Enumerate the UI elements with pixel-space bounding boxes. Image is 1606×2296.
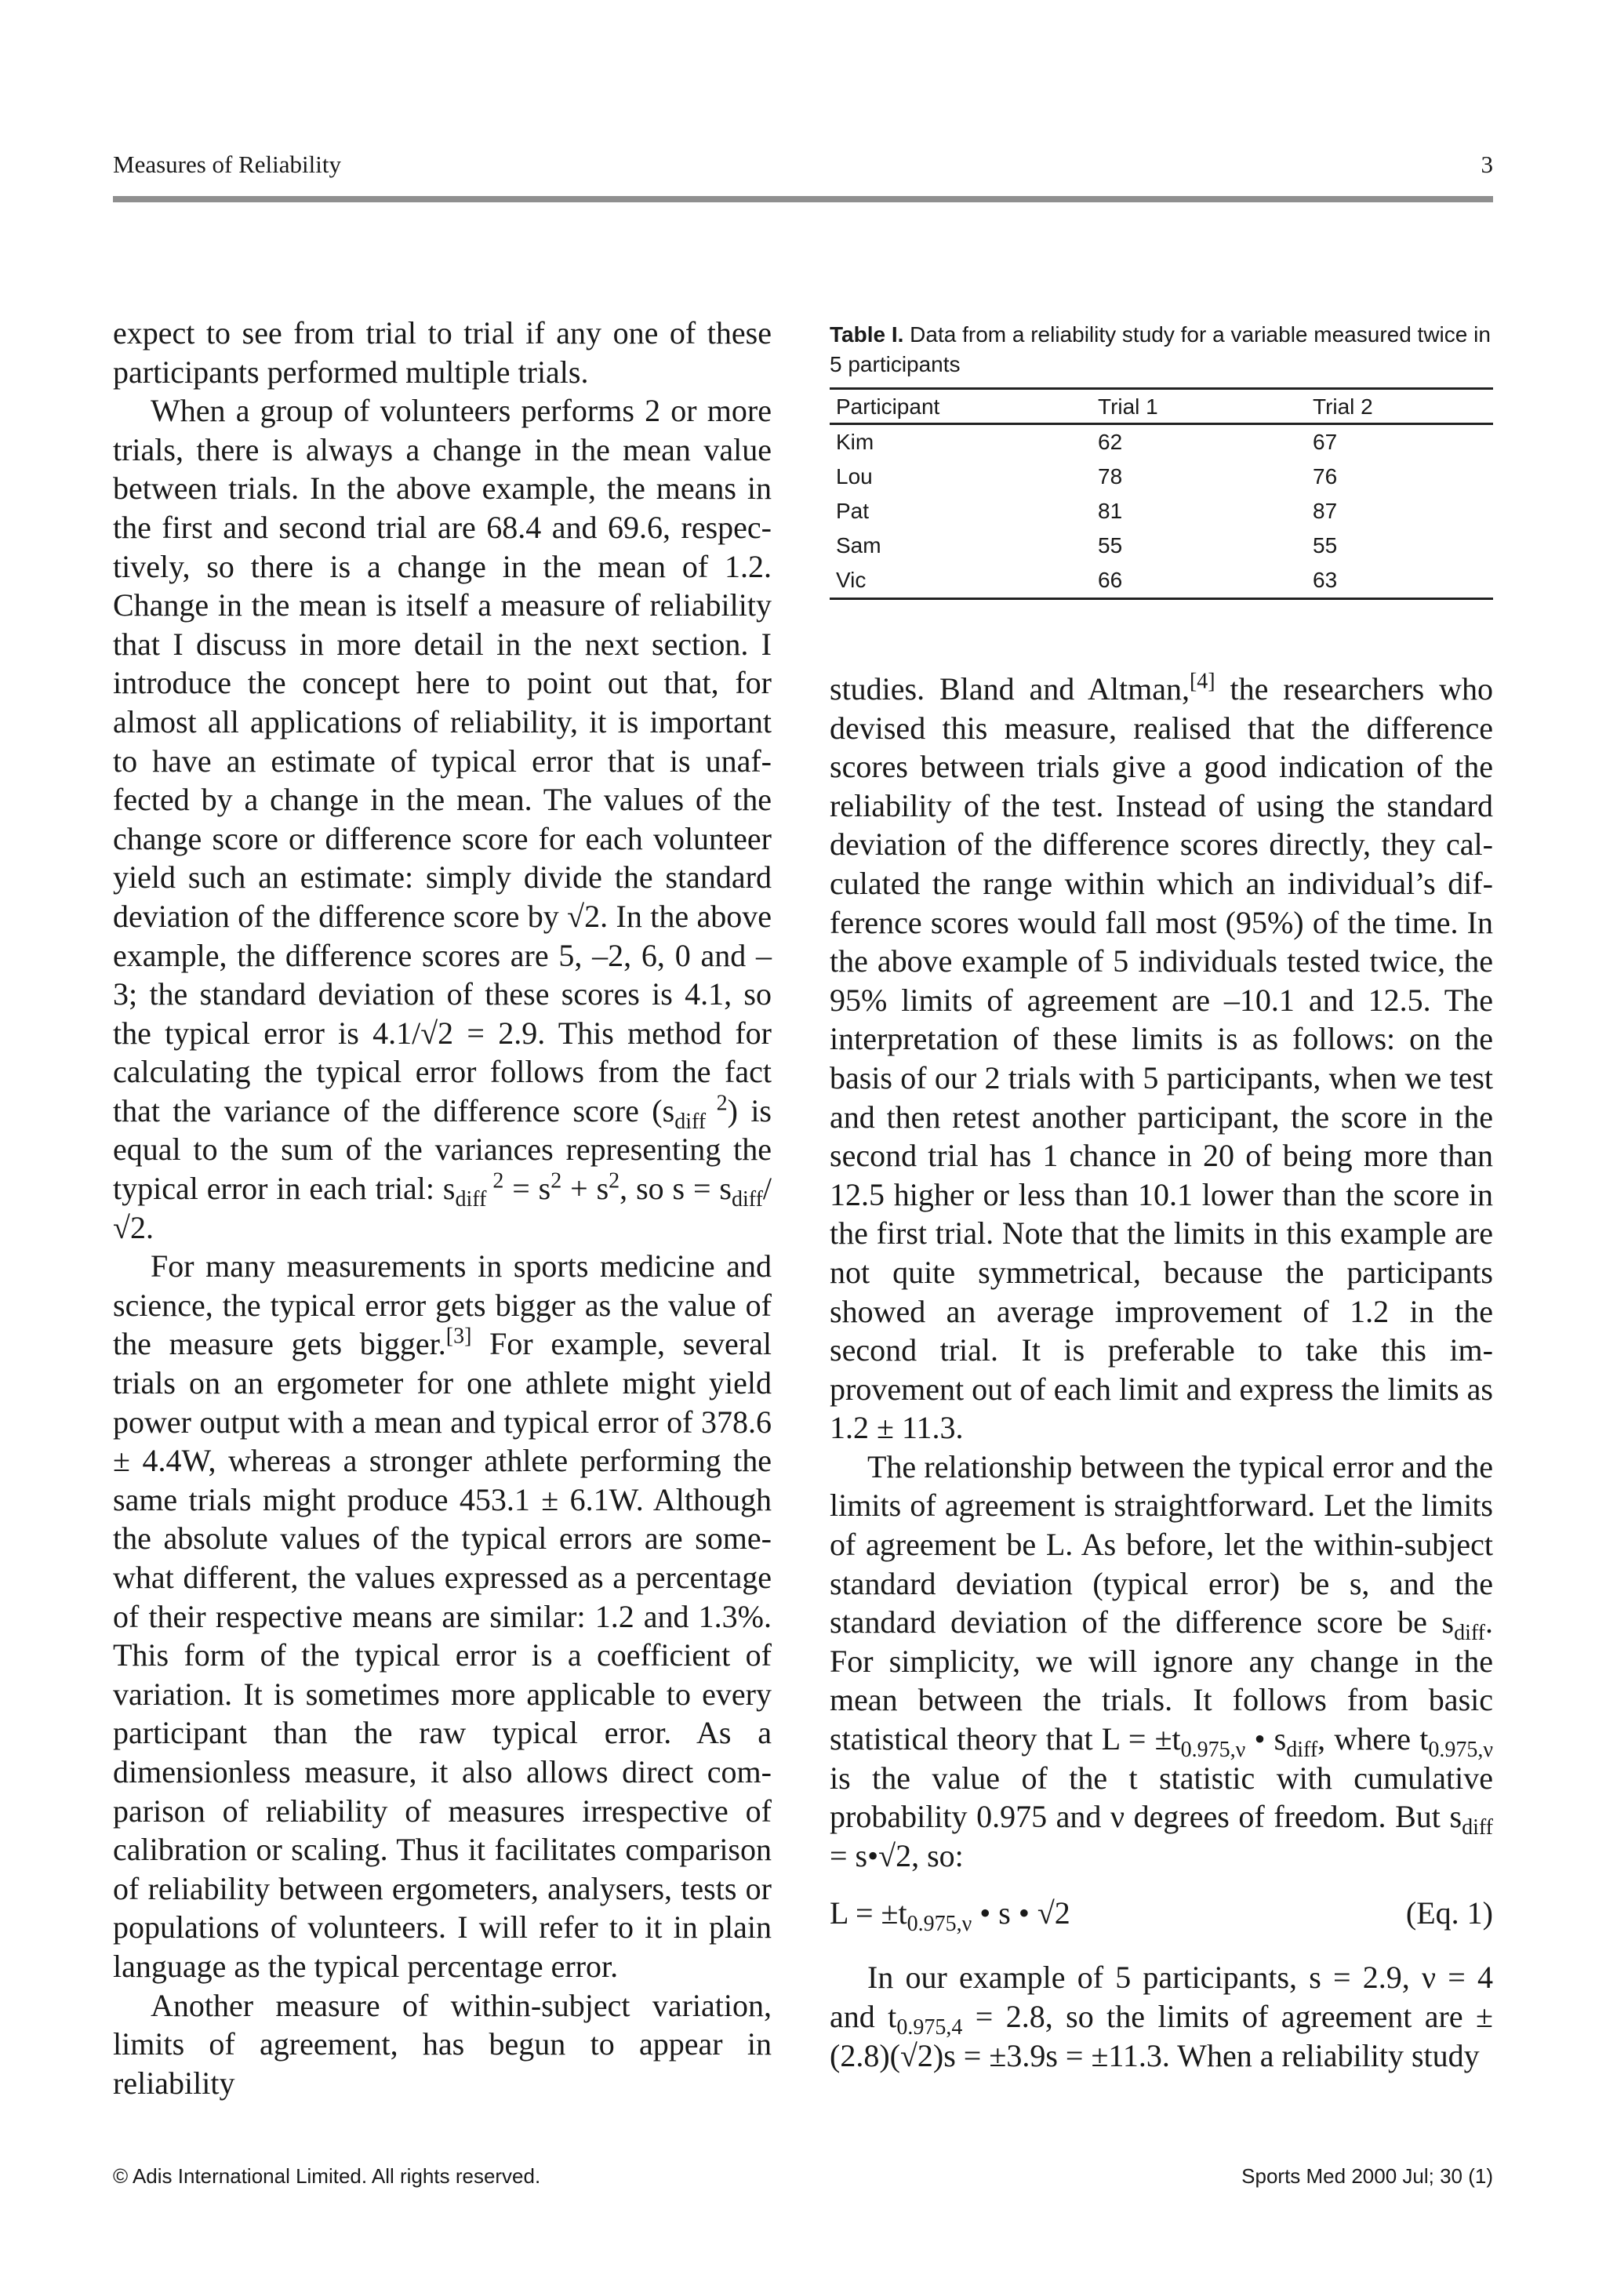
table-cell: Sam [836, 533, 881, 558]
table-row [830, 529, 1493, 563]
paragraph: expect to see from trial to trial if any one of these participants performed multiple trials. [113, 315, 772, 390]
table-header-row [830, 389, 1493, 424]
table-cell: 55 [1313, 533, 1338, 558]
page-header [113, 151, 1493, 198]
paragraph: For many measurements in sports medicine and science, the typical error gets bigger as the value of the measure gets bigger.[3] For example, several trials on an ergometer for one athlete might yield power output with a mean and typical error of 378.6 ± 4.4W, whereas a stronger athlete performing the same trials might produce 453.1 ± 6.1W. Although the absolute values of the typical errors are somewhat different, the values expressed as a percentage of their respective means are similar: 1.2 and 1.3%. This form of the typical error is a coefficient of variation. It is sometimes more applicable to every participant than the raw typical error. As a dimensionless measure, it also allows direct comparison of reliability of measures irrespective of calibration or scaling. Thus it facilitates comparison of reliability between ergometers, analysers, tests or populations of volunteers. I will refer to it in plain language as the typical percentage error. [113, 1248, 772, 1984]
equation-1 [830, 1894, 1493, 1937]
left-column [113, 314, 772, 2102]
table-cell: 81 [1098, 499, 1123, 523]
citation-ref[interactable]: [3] [445, 1324, 472, 1350]
table-cell: 76 [1313, 464, 1338, 489]
paragraph: The relationship between the typical error and the limits of agreement is straightforward. Let the limits of agreement be L. As before, let the within-subject standard deviation (typical error) be s, and the standard deviation of the difference score be $s_{diff}$. For simplicity, we will ignore any change in the mean between the trials. It follows from basic statistical theory that $L = \pm t_{0.975,\nu}$ • $s_{diff}$, where $t_{0.975,\nu}$ is the value of the t statistic with cumulative probability 0.975 and ν degrees of freedom. But $s_{diff}$ = s•√2, so: [830, 1448, 1493, 1873]
table-row [830, 563, 1493, 599]
column-header: Participant [830, 389, 1092, 424]
column-header: Trial 2 [1306, 389, 1493, 424]
copyright-notice: © Adis International Limited. All rights reserved. [113, 2164, 541, 2188]
table-row [830, 494, 1493, 529]
journal-citation: Sports Med 2000 Jul; 30 (1) [1241, 2164, 1493, 2188]
table-cell: 67 [1313, 430, 1338, 454]
table-row [830, 424, 1493, 460]
paragraph: In our example of 5 participants, s = 2.9, ν = 4 and $t_{0.975,4} = 2.8$, so the limits of agreement are ±(2.8)(√2)s = ±3.9s = ±11.3. When a reliability study [830, 1960, 1493, 2073]
table-cell: 78 [1098, 464, 1123, 489]
table-row [830, 460, 1493, 494]
table-caption: Table I. Data from a reliability study for a variable measured twice in 5 participants [830, 322, 1491, 376]
data-table-block [830, 320, 1493, 600]
table-cell: 66 [1092, 563, 1306, 599]
right-column [830, 670, 1493, 2075]
running-title: Measures of Reliability [113, 151, 341, 178]
table-cell: 55 [1098, 533, 1123, 558]
table-cell: 63 [1306, 563, 1493, 599]
table-cell: 87 [1313, 499, 1338, 523]
column-header: Trial 1 [1092, 389, 1306, 424]
paragraph: Another measure of within-subject variation, limits of agreement, has begun to appear in reliability [113, 1987, 772, 2101]
table-cell: 62 [1098, 430, 1123, 454]
table-cell: Pat [836, 499, 870, 523]
header-rule [113, 196, 1493, 202]
reliability-table [830, 387, 1493, 600]
table-cell: Vic [830, 563, 1092, 599]
table-cell: Lou [836, 464, 873, 489]
table-cell: Kim [836, 430, 874, 454]
equation-label: (Eq. 1) [1405, 1895, 1493, 1931]
paragraph: When a group of volunteers performs 2 or more trials, there is always a change in the mean value between trials. In the above example, the means in the first and second trial are 68.4 and 69.6, respectively, so there is a change in the mean of 1.2. Change in the mean is itself a measure of reliability that I discuss in more detail in the next section. I introduce the concept here to point out that, for almost all applications of reliability, it is important to have an estimate of typical error that is unaffected by a change in the mean. The values of the change score or difference score for each volunteer yield such an estimate: simply divide the standard deviation of the difference score by √2. In the above example, the difference scores are 5, –2, 6, 0 and –3; the standard deviation of these scores is 4.1, so the typical error is 4.1/√2 = 2.9. This method for calculating the typical error follows from the fact that the variance of the difference score ($s_{diff}$ $^2$) is equal to the sum of the variances representing the typical error in each trial: $s_{diff}$ $^2 = s^2 + s^2$, so $s = s_{diff}/√2$. [113, 393, 772, 1245]
equation-expression: $L = \pm t_{0.975,\nu}$ • s • √2 [830, 1895, 1070, 1937]
page-number: 3 [1481, 151, 1493, 178]
citation-ref[interactable]: [4] [1189, 669, 1215, 694]
paragraph: studies. Bland and Altman,[4] the researchers who devised this measure, realised that the difference scores between trials give a good indication of the reliability of the test. Instead of using the standard deviation of the difference scores directly, they calculated the range within which an individual’s difference scores would fall most (95%) of the time. In the above example of 5 individuals tested twice, the 95% limits of agreement are –10.1 and 12.5. The interpretation of these limits is as follows: on the basis of our 2 trials with 5 participants, when we test and then retest another participant, the score in the second trial has 1 chance in 20 of being more than 12.5 higher or less than 10.1 lower than the score in the first trial. Note that the limits in this example are not quite symmetrical, because the participants showed an average improvement of 1.2 in the second trial. It is preferable to take this improvement out of each limit and express the limits as 1.2 ± 11.3. [830, 669, 1493, 1446]
